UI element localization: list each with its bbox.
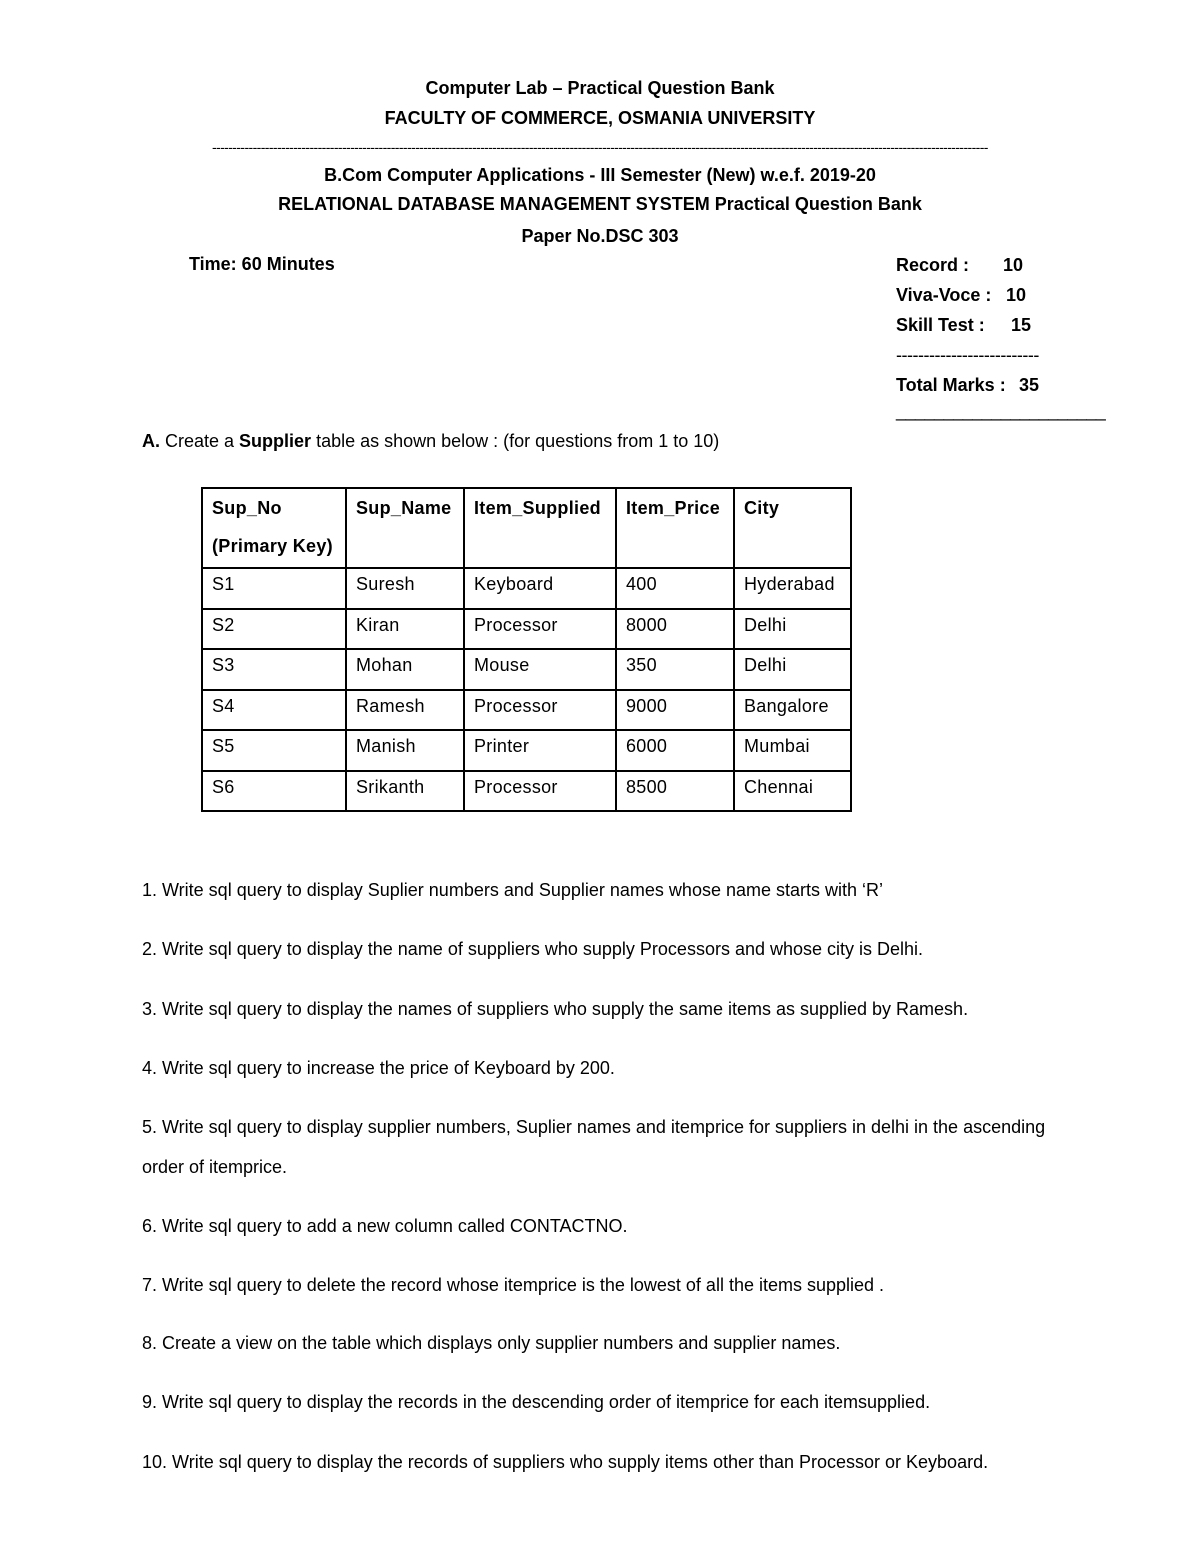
question-text: Write sql query to delete the record whose itemprice is the lowest of all the items supplied . — [157, 1275, 885, 1295]
table-row — [202, 730, 851, 771]
cell-item-price: 9000 — [616, 690, 734, 731]
cell-city: Mumbai — [734, 730, 851, 771]
cell-item-price: 6000 — [616, 730, 734, 771]
header-sup-name: Sup_Name — [346, 488, 464, 568]
skill-label: Skill Test : — [896, 315, 985, 335]
marks-total — [896, 374, 1105, 404]
skill-value: 15 — [1011, 315, 1032, 335]
question-item — [142, 1107, 1062, 1187]
cell-city: Chennai — [734, 771, 851, 812]
question-number: 2. — [142, 939, 158, 959]
cell-city: Hyderabad — [734, 568, 851, 609]
cell-item-supplied: Processor — [464, 771, 616, 812]
table-row — [202, 649, 851, 690]
header-sup-no: Sup_No (Primary Key) — [202, 488, 346, 568]
question-text: Write sql query to increase the price of Keyboard by 200. — [157, 1058, 615, 1078]
question-text: Create a view on the table which displays only supplier numbers and supplier names. — [157, 1333, 841, 1353]
header-item-price: Item_Price — [616, 488, 734, 568]
table-row — [202, 771, 851, 812]
question-item — [142, 1206, 1062, 1246]
cell-sup-no: S6 — [202, 771, 346, 812]
course-title: B.Com Computer Applications - III Semester (New) w.e.f. 2019-20 — [324, 165, 876, 185]
cell-sup-no: S3 — [202, 649, 346, 690]
intro-text-1: Create a — [160, 431, 240, 451]
question-item — [142, 1323, 1062, 1363]
question-text: Write sql query to display Suplier numbers and Supplier names whose name starts with ‘R’ — [157, 880, 884, 900]
cell-sup-no: S1 — [202, 568, 346, 609]
cell-item-price: 8000 — [616, 609, 734, 650]
faculty-title: FACULTY OF COMMERCE, OSMANIA UNIVERSITY — [384, 108, 816, 128]
question-text: Write sql query to display the names of suppliers who supply the same items as supplied by Ramesh. — [157, 999, 969, 1019]
cell-sup-no: S4 — [202, 690, 346, 731]
cell-item-price: 8500 — [616, 771, 734, 812]
cell-item-supplied: Keyboard — [464, 568, 616, 609]
cell-city: Delhi — [734, 649, 851, 690]
header-item-supplied: Item_Supplied — [464, 488, 616, 568]
question-number: 8. — [142, 1333, 158, 1353]
question-item — [142, 1265, 1062, 1305]
question-number: 7. — [142, 1275, 158, 1295]
dashed-divider: ----------------------------------------------------------------------------------------------------------------------------------------------------------------------------------------------- — [212, 140, 988, 154]
question-number: 9. — [142, 1392, 158, 1412]
table-row — [202, 609, 851, 650]
question-text: Write sql query to display the records in the descending order of itemprice for each itemsupplied. — [157, 1392, 931, 1412]
paper-number: Paper No.DSC 303 — [521, 226, 679, 246]
marks-skill — [896, 314, 1105, 344]
cell-item-price: 400 — [616, 568, 734, 609]
cell-item-supplied: Processor — [464, 609, 616, 650]
cell-item-supplied: Mouse — [464, 649, 616, 690]
supplier-table — [201, 487, 852, 812]
question-number: 6. — [142, 1216, 158, 1236]
cell-sup-name: Mohan — [346, 649, 464, 690]
header-city: City — [734, 488, 851, 568]
table-header-row — [202, 488, 851, 568]
total-label: Total Marks : — [896, 375, 1006, 395]
cell-sup-name: Manish — [346, 730, 464, 771]
record-label: Record : — [896, 255, 970, 275]
question-number: 5. — [142, 1117, 158, 1137]
time-allowed: Time: 60 Minutes — [189, 254, 335, 274]
question-item — [142, 1048, 1062, 1088]
total-value: 35 — [1019, 375, 1040, 395]
marks-record — [896, 254, 1105, 284]
question-text: Write sql query to display the records of suppliers who supply items other than Processor or Keyboard. — [167, 1452, 989, 1472]
section-a-label: A. — [142, 431, 160, 451]
table-row — [202, 690, 851, 731]
table-row — [202, 568, 851, 609]
question-item — [142, 929, 1062, 969]
question-item — [142, 1442, 1062, 1482]
question-text: Write sql query to add a new column called CONTACTNO. — [157, 1216, 628, 1236]
cell-item-supplied: Printer — [464, 730, 616, 771]
question-number: 1. — [142, 880, 158, 900]
question-item — [142, 1382, 1062, 1422]
subject-title: RELATIONAL DATABASE MANAGEMENT SYSTEM Practical Question Bank — [278, 194, 922, 214]
question-number: 10. — [142, 1452, 168, 1472]
cell-sup-name: Srikanth — [346, 771, 464, 812]
cell-sup-name: Ramesh — [346, 690, 464, 731]
cell-item-supplied: Processor — [464, 690, 616, 731]
question-text: Write sql query to display the name of suppliers who supply Processors and whose city is Delhi. — [157, 939, 924, 959]
intro-text-2: table as shown below : (for questions from 1 to 10) — [311, 431, 720, 451]
question-item — [142, 870, 1062, 910]
record-value: 10 — [1003, 255, 1024, 275]
question-item — [142, 989, 1062, 1029]
marks-divider-bottom: ______________________ — [896, 401, 1106, 421]
cell-city: Delhi — [734, 609, 851, 650]
cell-item-price: 350 — [616, 649, 734, 690]
cell-sup-name: Suresh — [346, 568, 464, 609]
marks-breakdown — [896, 254, 1105, 434]
intro-table-name: Supplier — [239, 431, 312, 451]
viva-label: Viva-Voce : — [896, 285, 992, 305]
cell-city: Bangalore — [734, 690, 851, 731]
section-a-intro — [142, 431, 719, 452]
cell-sup-no: S2 — [202, 609, 346, 650]
viva-value: 10 — [1006, 285, 1027, 305]
cell-sup-no: S5 — [202, 730, 346, 771]
marks-divider-top: -------------------------- — [896, 345, 1039, 365]
question-number: 4. — [142, 1058, 158, 1078]
marks-viva — [896, 284, 1105, 314]
question-number: 3. — [142, 999, 158, 1019]
cell-sup-name: Kiran — [346, 609, 464, 650]
doc-title: Computer Lab – Practical Question Bank — [425, 78, 775, 98]
question-text: Write sql query to display supplier numbers, Suplier names and itemprice for suppliers in delhi in the ascending order of itemprice. — [142, 1117, 1046, 1177]
